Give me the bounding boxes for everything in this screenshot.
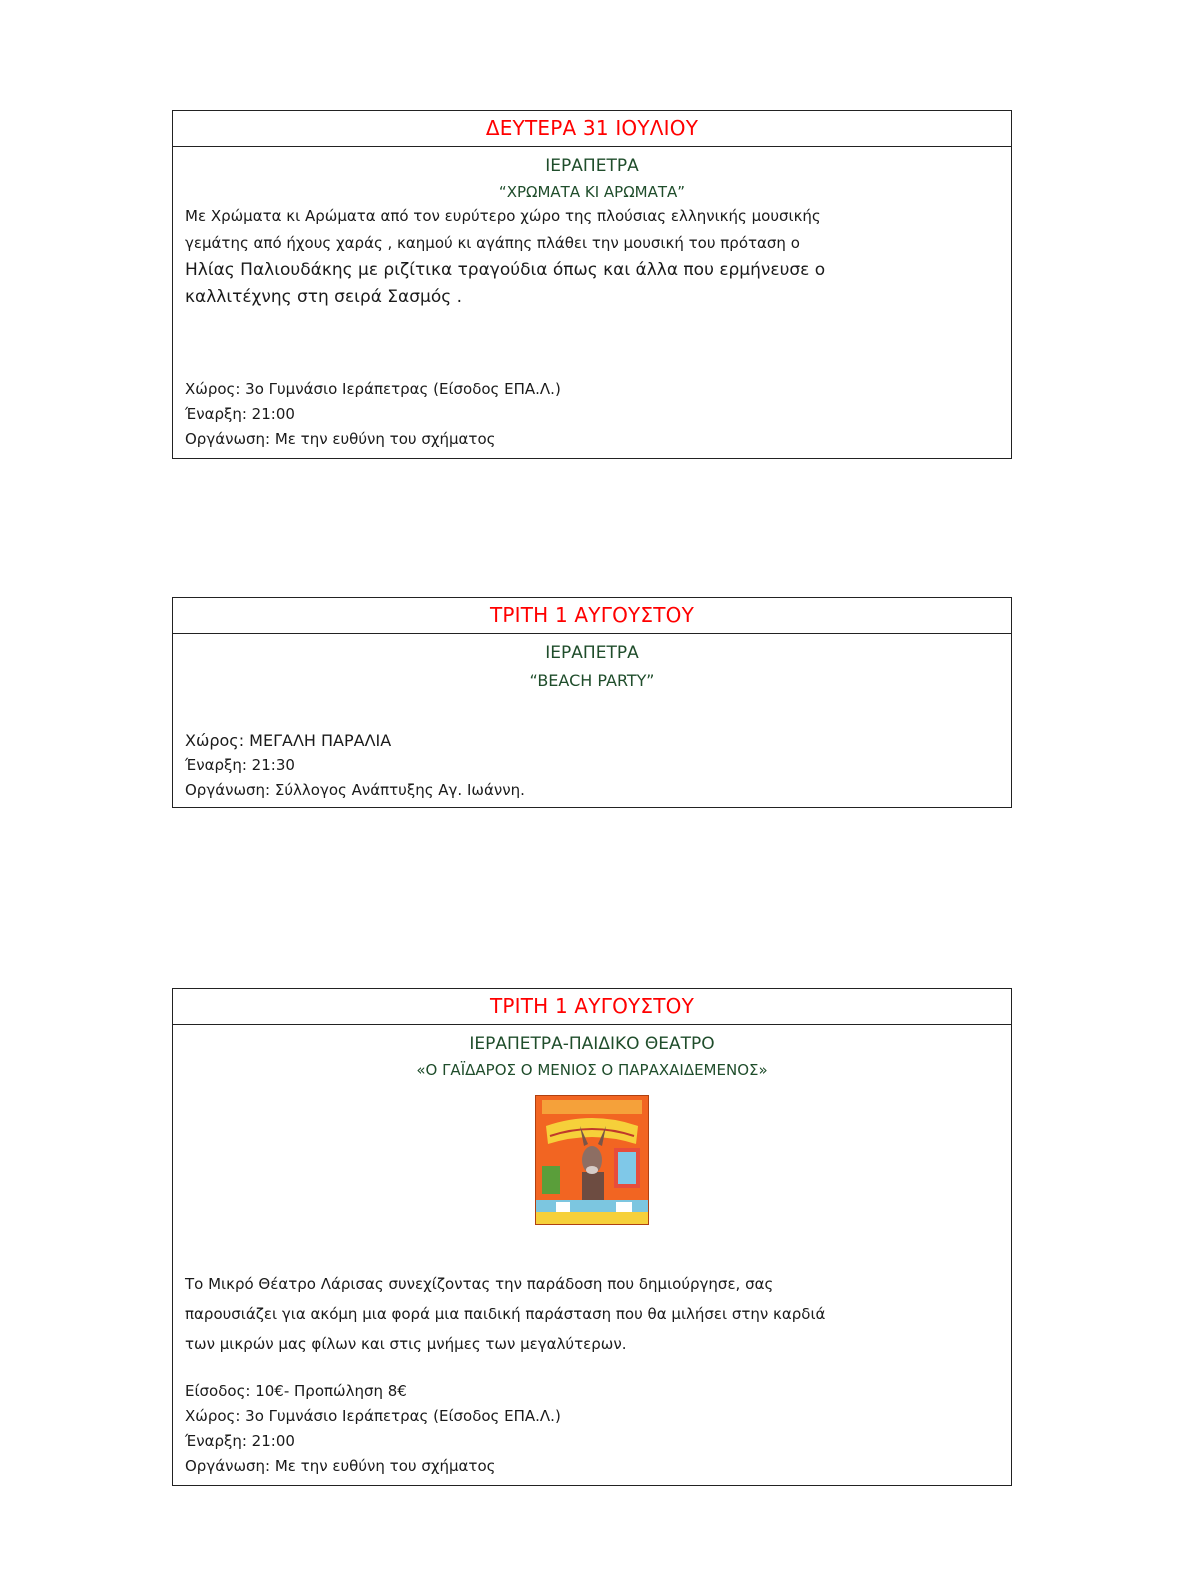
event-organizer: Οργάνωση: Με την ευθύνη του σχήματος <box>185 1457 496 1475</box>
event-entry-price: Είσοδος: 10€- Προπώληση 8€ <box>185 1382 407 1400</box>
description-line: καλλιτέχνης στη σειρά Σασμός . <box>185 287 463 307</box>
event-description <box>185 1269 999 1359</box>
event-date: ΔΕΥΤΕΡΑ 31 ΙΟΥΛΙΟΥ <box>173 111 1011 147</box>
event-body <box>173 634 1011 807</box>
description-line: γεμάτης από ήχους χαράς , καημού κι αγάπης πλάθει την μουσική του πρόταση ο <box>185 234 800 252</box>
event-organizer: Οργάνωση: Σύλλογος Ανάπτυξης Αγ. Ιωάννη. <box>185 781 525 799</box>
description-line: των μικρών μας φίλων και στις μνήμες των μεγαλύτερων. <box>185 1335 627 1353</box>
event-start-time: Έναρξη: 21:00 <box>185 405 295 423</box>
description-line: Ηλίας Παλιουδάκης με ριζίτικα τραγούδια όπως και άλλα που ερμήνευσε ο <box>185 260 826 280</box>
event-organizer: Οργάνωση: Με την ευθύνη του σχήματος <box>185 430 496 448</box>
event-title: “ΧΡΩΜΑΤΑ ΚΙ ΑΡΩΜΑΤΑ” <box>498 183 686 201</box>
poster-container <box>185 1095 999 1225</box>
event-start-time: Έναρξη: 21:30 <box>185 756 295 774</box>
event-body <box>173 1025 1011 1483</box>
event-card-1 <box>172 110 1012 459</box>
event-date: ΤΡΙΤΗ 1 ΑΥΓΟΥΣΤΟΥ <box>173 598 1011 634</box>
event-body <box>173 147 1011 456</box>
event-date: ΤΡΙΤΗ 1 ΑΥΓΟΥΣΤΟΥ <box>173 989 1011 1025</box>
event-title: «Ο ΓΑΪΔΑΡΟΣ Ο ΜΕΝΙΟΣ Ο ΠΑΡΑΧΑΙΔΕΜΕΝΟΣ» <box>416 1061 768 1079</box>
event-location: ΙΕΡΑΠΕΤΡΑ <box>545 643 639 663</box>
event-location: ΙΕΡΑΠΕΤΡΑ-ΠΑΙΔΙΚΟ ΘΕΑΤΡΟ <box>469 1034 715 1054</box>
event-venue: Χώρος: 3ο Γυμνάσιο Ιεράπετρας (Είσοδος ΕΠΑ.Λ.) <box>185 1407 561 1425</box>
donkey-poster-icon <box>536 1096 648 1224</box>
play-poster-image <box>535 1095 649 1225</box>
event-venue: Χώρος: ΜΕΓΑΛΗ ΠΑΡΑΛΙΑ <box>185 731 392 750</box>
event-location: ΙΕΡΑΠΕΤΡΑ <box>545 156 639 176</box>
event-description <box>185 203 999 311</box>
description-line: παρουσιάζει για ακόμη μια φορά μια παιδική παράσταση που θα μιλήσει στην καρδιά <box>185 1305 826 1323</box>
description-line: Με Χρώματα κι Αρώματα από τον ευρύτερο χώρο της πλούσιας ελληνικής μουσικής <box>185 207 821 225</box>
event-card-2 <box>172 597 1012 808</box>
event-title: “BEACH PARTY” <box>529 671 655 690</box>
event-start-time: Έναρξη: 21:00 <box>185 1432 295 1450</box>
description-line: Το Μικρό Θέατρο Λάρισας συνεχίζοντας την παράδοση που δημιούργησε, σας <box>185 1275 774 1293</box>
event-venue: Χώρος: 3ο Γυμνάσιο Ιεράπετρας (Είσοδος ΕΠΑ.Λ.) <box>185 380 561 398</box>
event-card-3 <box>172 988 1012 1486</box>
